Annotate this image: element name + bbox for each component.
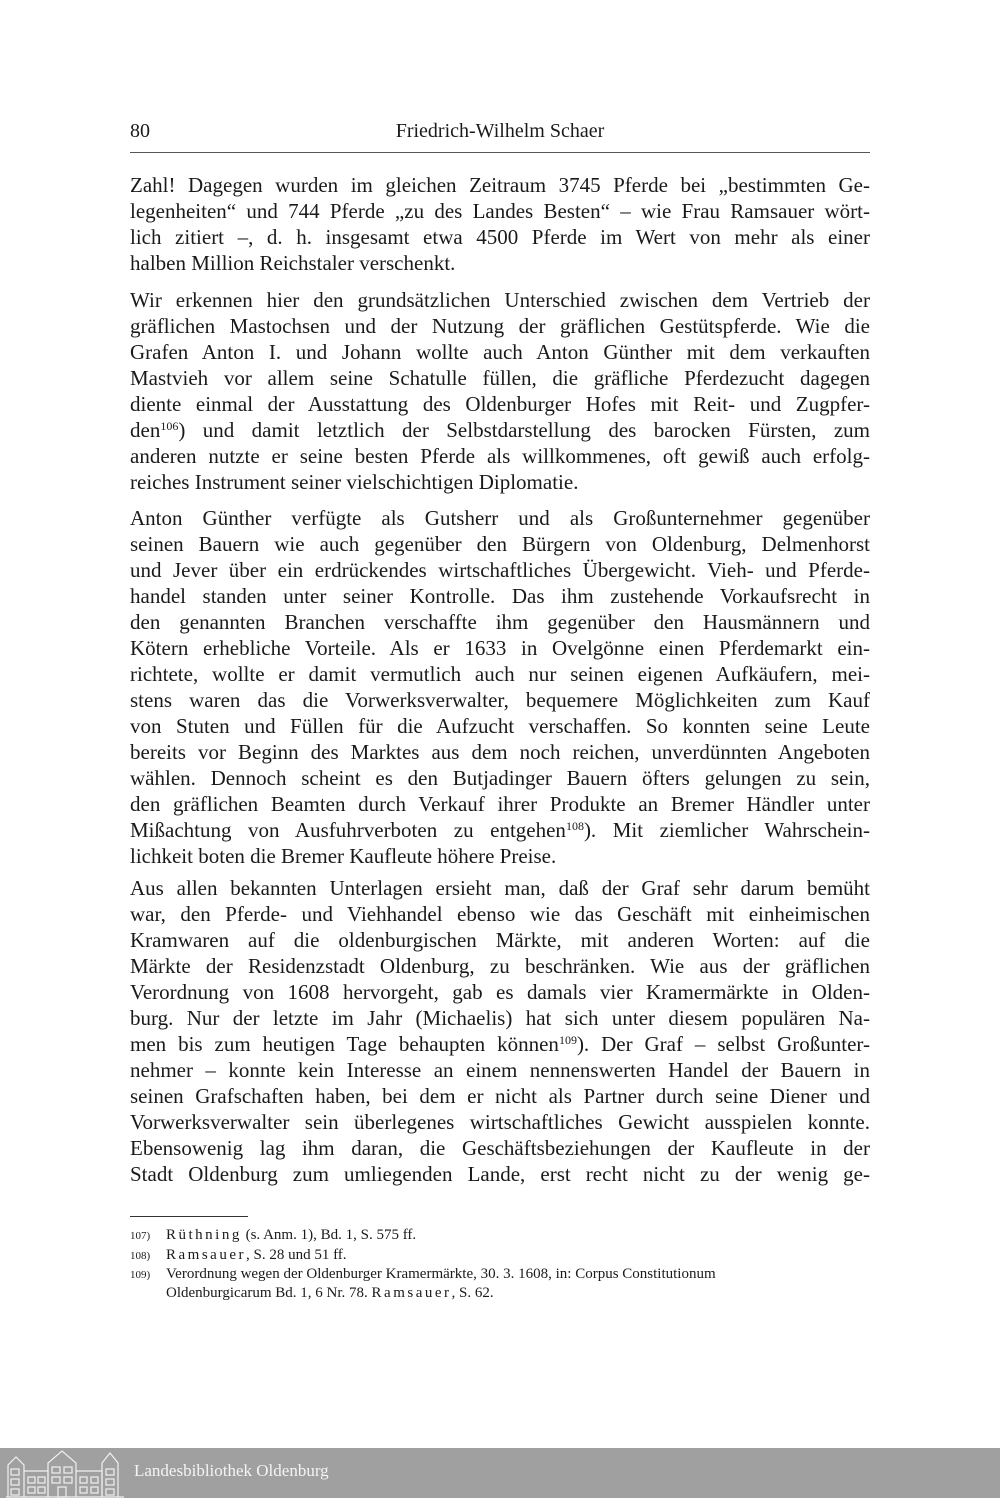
text-line: diente einmal der Ausstattung des Oldenburger Hofes mit Reit- und Zugpfer-	[130, 392, 870, 416]
paragraph-3	[130, 505, 870, 869]
text-line: bereits vor Beginn des Marktes aus dem noch reichen, unverdünnten Angeboten	[130, 740, 870, 764]
text-line: Märkte der Residenzstadt Oldenburg, zu beschränken. Wie aus der gräflichen	[130, 954, 870, 978]
text-line: nehmer – konnte kein Interesse an einem nennenswerten Handel der Bauern in	[130, 1058, 870, 1082]
footnote-108	[130, 1246, 875, 1266]
text-segment: Mißachtung von Ausfuhrverboten zu entgehen	[130, 818, 566, 842]
paragraph-2	[130, 287, 870, 495]
footnote-reference[interactable]: 108	[565, 819, 584, 833]
footnote-109	[130, 1265, 875, 1302]
text-line: Kötern erhebliche Vorteile. Als er 1633 in Ovelgönne einen Pferdemarkt ein-	[130, 636, 870, 660]
text-segment: ). Mit ziemlicher Wahrschein-	[583, 818, 870, 842]
footnote-text: (s. Anm. 1), Bd. 1, S. 575 ff.	[241, 1227, 417, 1243]
text-line	[130, 817, 870, 843]
footnote-reference[interactable]: 109	[558, 1033, 577, 1047]
footnote-text-cont: Oldenburgicarum Bd. 1, 6 Nr. 78.	[166, 1284, 372, 1301]
footnotes	[130, 1226, 875, 1302]
author-name: Rüthning	[166, 1227, 242, 1243]
header-rule	[130, 152, 870, 153]
text-line: Stadt Oldenburg zum umliegenden Lande, erst recht nicht zu der wenig ge-	[130, 1162, 870, 1186]
library-name: Landesbibliothek Oldenburg	[134, 1461, 329, 1480]
text-line: Kramwaren auf die oldenburgischen Märkte, mit anderen Worten: auf die	[130, 928, 870, 952]
text-line: richtete, wollte er damit vermutlich auch nur seinen eigenen Aufkäufern, mei-	[130, 662, 870, 686]
footnote-text: Verordnung wegen der Oldenburger Kramermärkte, 30. 3. 1608, in: Corpus Constitutionum	[166, 1266, 716, 1282]
text-line: lich zitiert –, d. h. insgesamt etwa 4500 Pferde im Wert von mehr als einer	[130, 225, 870, 249]
text-line: burg. Nur der letzte im Jahr (Michaelis) hat sich unter diesem populären Na-	[130, 1006, 870, 1030]
text-line: stens waren das die Vorwerksverwalter, bequemere Möglichkeiten zum Kauf	[130, 688, 870, 712]
text-line: Grafen Anton I. und Johann wollte auch Anton Günther mit dem verkauften	[130, 340, 870, 364]
footnote-107	[130, 1226, 875, 1246]
text-line: gräflichen Mastochsen und der Nutzung der gräflichen Gestütspferde. Wie die	[130, 314, 870, 338]
footnote-rule	[130, 1216, 248, 1217]
text-line	[130, 417, 870, 443]
footnote-number: 108)	[130, 1249, 151, 1262]
text-line: von Stuten und Füllen für die Aufzucht verschaffen. So konnten seine Leute	[130, 714, 870, 738]
library-banner	[0, 1448, 1000, 1498]
text-line: Verordnung von 1608 hervorgeht, gab es damals vier Kramermärkte in Olden-	[130, 980, 870, 1004]
text-line: legenheiten“ und 744 Pferde „zu des Landes Besten“ – wie Frau Ramsauer wört-	[130, 199, 870, 223]
library-building-logo-icon	[6, 1449, 124, 1498]
text-line: lichkeit boten die Bremer Kaufleute höhere Preise.	[130, 844, 557, 868]
text-line	[130, 1031, 870, 1057]
text-line: Vorwerksverwalter sein überlegenes wirtschaftliches Gewicht ausspielen konnte.	[130, 1110, 870, 1134]
text-line: Zahl! Dagegen wurden im gleichen Zeitraum 3745 Pferde bei „bestimmten Ge-	[130, 173, 870, 197]
paragraph-1	[130, 172, 870, 276]
footnote-number: 107)	[130, 1230, 151, 1242]
text-segment: ) und damit letztlich der Selbstdarstellung des barocken Fürsten, zum	[178, 418, 870, 442]
text-segment: men bis zum heutigen Tage behaupten können	[130, 1032, 559, 1056]
text-line: den genannten Branchen verschaffte ihm gegenüber den Hausmännern und	[130, 610, 870, 634]
author-name: Ramsauer	[166, 1246, 246, 1263]
text-line: seinen Bauern wie auch gegenüber den Bürgern von Oldenburg, Delmenhorst	[130, 532, 870, 556]
text-line: reiches Instrument seiner vielschichtigen Diplomatie.	[130, 470, 579, 494]
text-line: seinen Grafschaften haben, bei dem er nicht als Partner durch seine Diener und	[130, 1084, 870, 1108]
paragraph-4	[130, 875, 870, 1187]
text-segment: ). Der Graf – selbst Großunter-	[576, 1032, 870, 1056]
page-number: 80	[130, 120, 150, 142]
running-head-author: Friedrich-Wilhelm Schaer	[395, 120, 605, 142]
footnote-text-end: , S. 62.	[451, 1284, 494, 1301]
text-line: Ebensowenig lag ihm daran, die Geschäftsbeziehungen der Kaufleute in der	[130, 1136, 870, 1160]
text-line: war, den Pferde- und Viehhandel ebenso wie das Geschäft mit einheimischen	[130, 902, 870, 926]
text-line: halben Million Reichstaler verschenkt.	[130, 251, 456, 275]
text-line: und Jever über ein erdrückendes wirtschaftliches Übergewicht. Vieh- und Pferde-	[130, 558, 870, 582]
author-name: Ramsauer	[371, 1284, 452, 1301]
footnote-text: , S. 28 und 51 ff.	[245, 1246, 347, 1263]
footnote-reference[interactable]: 106	[160, 419, 179, 433]
text-line: wählen. Dennoch scheint es den Butjadinger Bauern öfters gelungen zu sein,	[130, 766, 870, 790]
text-line: Anton Günther verfügte als Gutsherr und als Großunternehmer gegenüber	[130, 506, 870, 530]
text-line: anderen nutzte er seine besten Pferde als willkommenes, oft gewiß auch erfolg-	[130, 444, 870, 468]
text-segment: den	[130, 418, 161, 442]
text-line: handel standen unter seiner Kontrolle. Das ihm zustehende Vorkaufsrecht in	[130, 584, 870, 608]
text-line: den gräflichen Beamten durch Verkauf ihrer Produkte an Bremer Händler unter	[130, 792, 870, 816]
text-line: Mastvieh vor allem seine Schatulle füllen, die gräfliche Pferdezucht dagegen	[130, 366, 870, 390]
footnote-number: 109)	[130, 1269, 151, 1281]
text-line: Wir erkennen hier den grundsätzlichen Unterschied zwischen dem Vertrieb der	[130, 288, 870, 312]
running-header	[130, 120, 870, 146]
text-line: Aus allen bekannten Unterlagen ersieht man, daß der Graf sehr darum bemüht	[130, 876, 870, 900]
